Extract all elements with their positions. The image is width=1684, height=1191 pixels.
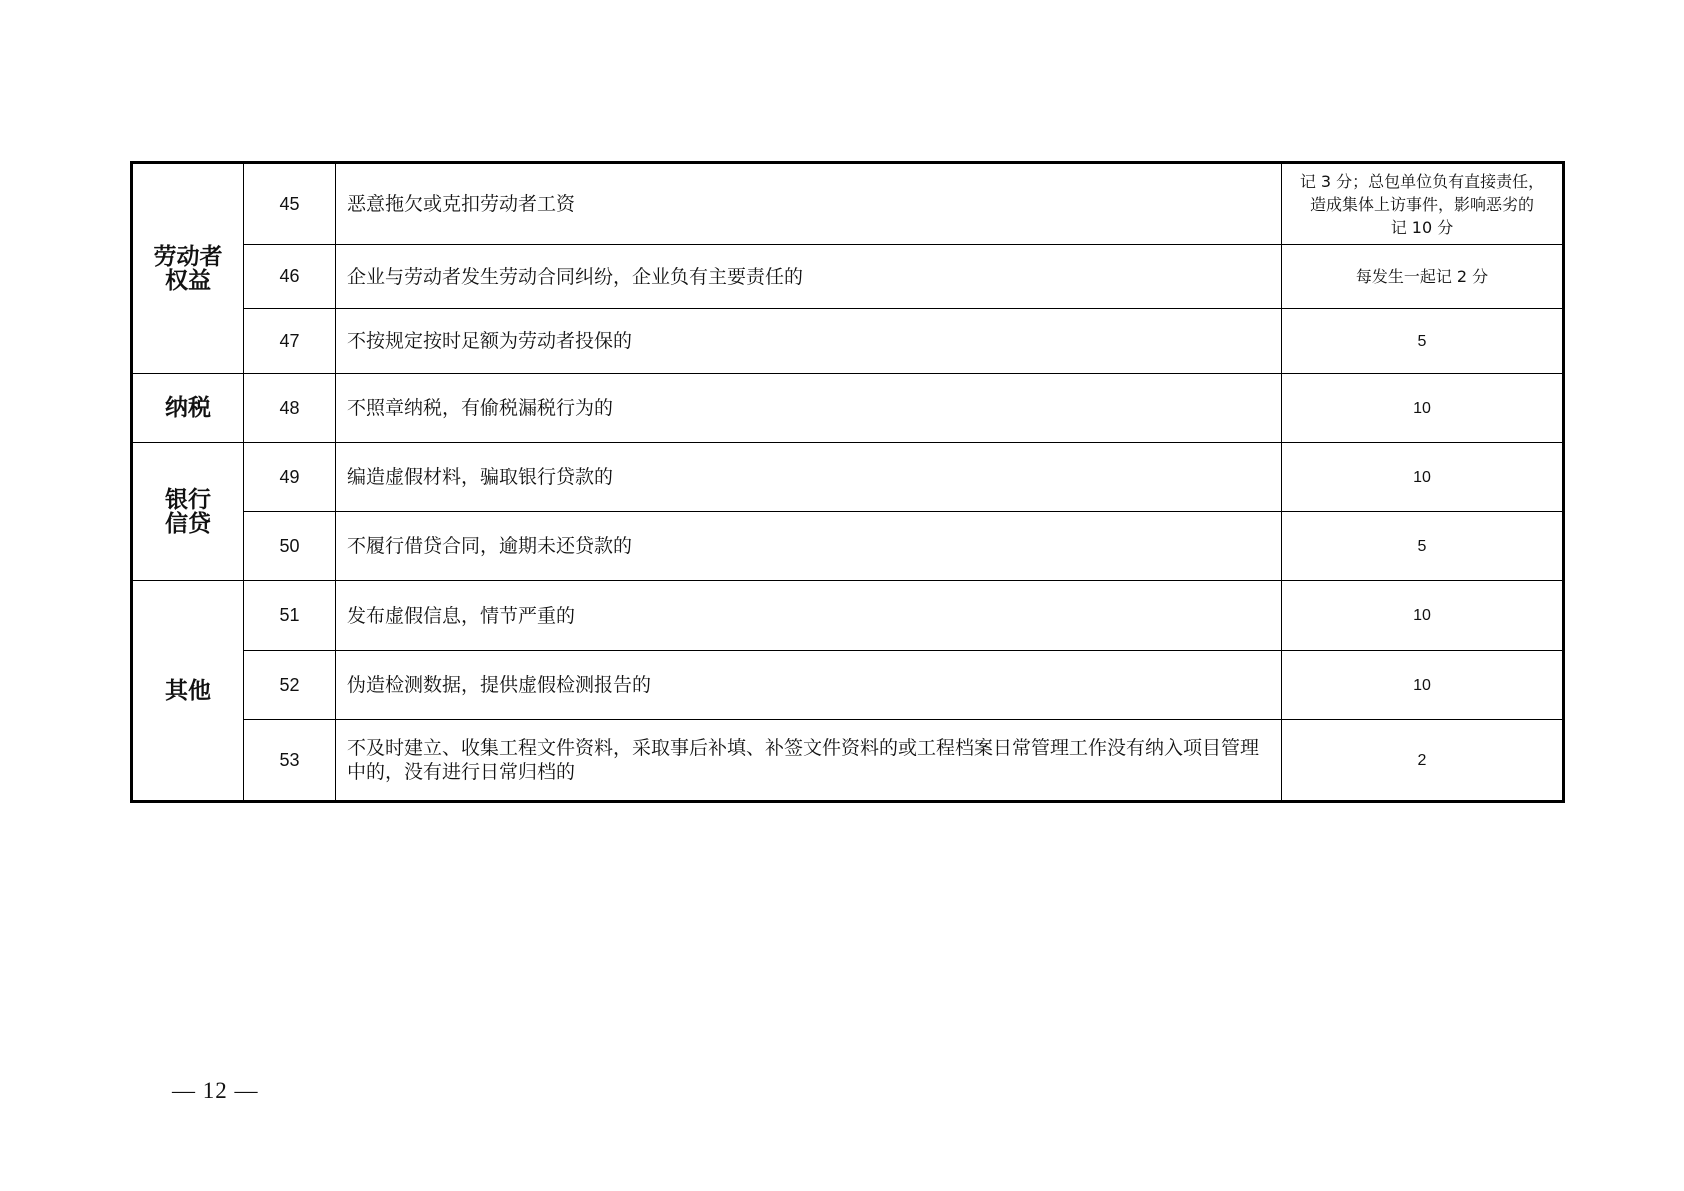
table-row [132,651,1564,720]
item-description: 编造虚假材料，骗取银行贷款的 [336,443,1282,512]
score-text: 记 3 分；总包单位负有直接责任， [1299,171,1545,191]
score-cell [1282,163,1564,245]
row-number: 49 [244,443,336,512]
row-number: 50 [244,512,336,581]
item-description: 伪造检测数据，提供虚假检测报告的 [336,651,1282,720]
category-label: 信贷 [165,510,211,537]
item-description: 发布虚假信息，情节严重的 [336,581,1282,651]
row-number: 47 [244,309,336,374]
score-text: 5 [1282,512,1564,581]
score-text: 10 [1282,581,1564,651]
category-label: 劳动者 [153,243,223,270]
category-cell [132,163,244,374]
row-number: 45 [244,163,336,245]
category-cell [132,581,244,802]
item-description: 恶意拖欠或克扣劳动者工资 [336,163,1282,245]
item-description: 企业与劳动者发生劳动合同纠纷，企业负有主要责任的 [336,245,1282,309]
score-text: 10 [1282,374,1564,443]
category-label: 其他 [165,677,211,704]
row-number: 51 [244,581,336,651]
score-text: 每发生一起记 2 分 [1282,245,1564,309]
table-row [132,581,1564,651]
item-description: 不按规定按时足额为劳动者投保的 [336,309,1282,374]
item-description: 不照章纳税，有偷税漏税行为的 [336,374,1282,443]
score-text: 2 [1282,720,1564,802]
table-row [132,512,1564,581]
category-cell [132,374,244,443]
category-label: 纳税 [165,395,211,421]
item-description: 不及时建立、收集工程文件资料，采取事后补填、补签文件资料的或工程档案日常管理工作没有纳入项目管理中的，没有进行日常归档的 [336,720,1282,802]
row-number: 46 [244,245,336,309]
table-row [132,245,1564,309]
score-text: 10 [1282,651,1564,720]
item-description: 不履行借贷合同，逾期未还贷款的 [336,512,1282,581]
table-row [132,163,1564,245]
score-text: 造成集体上访事件，影响恶劣的 [1309,194,1534,214]
credit-score-table [130,161,1565,803]
table-row [132,720,1564,802]
category-label: 权益 [165,267,211,294]
table-row [132,443,1564,512]
score-text: 记 10 分 [1390,217,1454,237]
row-number: 48 [244,374,336,443]
category-label: 银行 [165,486,211,513]
row-number: 52 [244,651,336,720]
table-row [132,309,1564,374]
page-number: — 12 — [172,1078,259,1103]
row-number: 53 [244,720,336,802]
category-cell [132,443,244,581]
score-text: 10 [1282,443,1564,512]
score-text: 5 [1282,309,1564,374]
table-row [132,374,1564,443]
